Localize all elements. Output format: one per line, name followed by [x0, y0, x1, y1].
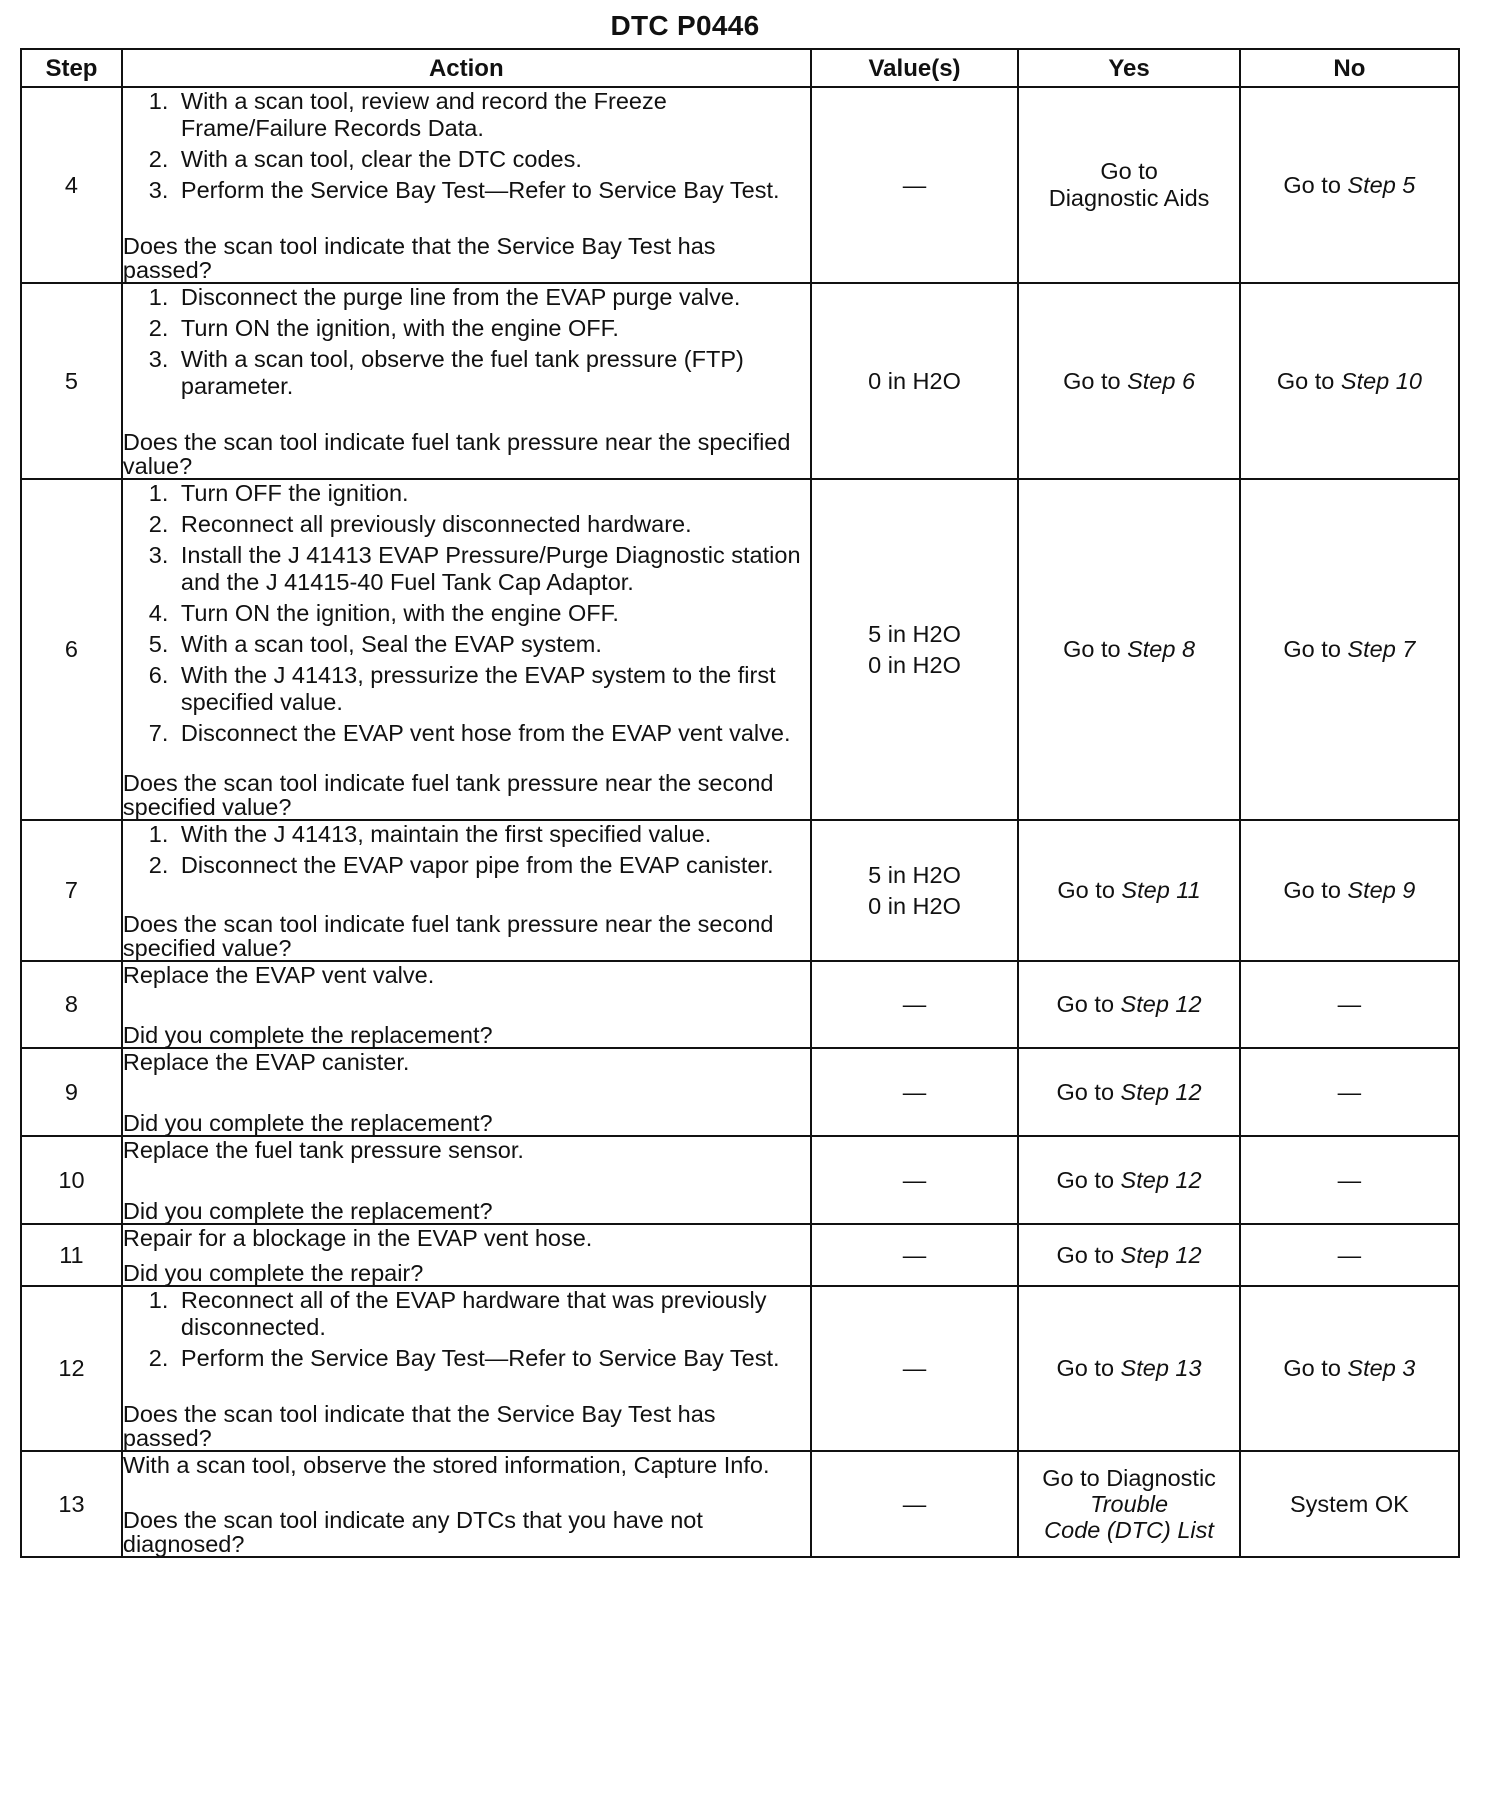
no-cell — [1240, 1286, 1459, 1451]
action-question: Does the scan tool indicate fuel tank pressure near the second specified value? — [122, 911, 774, 961]
no-cell — [1240, 820, 1459, 961]
table-row — [21, 1224, 1459, 1286]
no-text: — — [1337, 1078, 1362, 1105]
value-item: — — [902, 991, 927, 1017]
action-step: 4. Turn ON the ignition, with the engine OFF. — [175, 600, 810, 627]
page-title: DTC P0446 — [610, 10, 760, 41]
value-item: — — [902, 1166, 927, 1193]
action-content — [123, 480, 810, 819]
no-step-ref: Step 7 — [1347, 636, 1416, 662]
yes-cell — [1018, 1286, 1239, 1451]
step-number: 13 — [21, 1451, 122, 1557]
action-content — [123, 821, 810, 960]
table-row — [21, 1451, 1459, 1557]
action-step: 7. Disconnect the EVAP vent hose from the EVAP vent valve. — [175, 720, 810, 747]
step-number: 11 — [21, 1224, 122, 1286]
yes-step-ref: Step 6 — [1127, 367, 1196, 394]
step-number: 8 — [21, 961, 122, 1048]
action-content — [123, 284, 810, 478]
yes-cell — [1018, 87, 1239, 283]
header-yes: Yes — [1018, 49, 1239, 87]
values-cell — [811, 283, 1019, 479]
table-row — [21, 1048, 1459, 1136]
yes-step-ref: Step 12 — [1120, 991, 1202, 1017]
step-number: 12 — [21, 1286, 122, 1451]
no-step-ref: Step 5 — [1347, 171, 1416, 198]
action-question: Does the scan tool indicate fuel tank pressure near the second specified value? — [122, 770, 774, 820]
action-content — [123, 962, 810, 1047]
action-step: 3. Perform the Service Bay Test—Refer to Service Bay Test. — [175, 177, 810, 204]
action-step: 3. With a scan tool, observe the fuel tank pressure (FTP) parameter. — [175, 346, 810, 400]
action-steps — [123, 821, 810, 883]
no-cell — [1240, 1136, 1459, 1224]
action-step: 1. With the J 41413, maintain the first specified value. — [175, 821, 810, 848]
action-step: 3. Install the J 41413 EVAP Pressure/Purge Diagnostic station and the J 41415-40 Fuel Tank Cap Adaptor. — [175, 542, 810, 596]
action-steps — [123, 284, 810, 404]
yes-line: Code (DTC) List — [1044, 1517, 1214, 1543]
no-cell — [1240, 283, 1459, 479]
value-item: — — [902, 1241, 927, 1268]
no-text: System OK — [1289, 1490, 1409, 1517]
yes-prefix: Go to — [1063, 367, 1121, 394]
action-cell — [122, 283, 811, 479]
header-step: Step — [21, 49, 122, 87]
no-cell — [1240, 1048, 1459, 1136]
table-row — [21, 283, 1459, 479]
values-cell — [811, 1048, 1019, 1136]
yes-prefix: Go to — [1056, 991, 1115, 1017]
action-cell — [122, 961, 811, 1048]
step-number: 5 — [21, 283, 122, 479]
no-prefix: Go to — [1283, 877, 1341, 903]
values-cell — [811, 820, 1019, 961]
yes-prefix: Go to — [1056, 1166, 1115, 1193]
no-cell — [1240, 1224, 1459, 1286]
action-intro: Replace the EVAP vent valve. — [122, 962, 435, 988]
values-cell — [811, 1136, 1019, 1224]
action-steps — [123, 480, 810, 751]
yes-prefix: Go to — [1057, 877, 1115, 903]
value-item: 0 in H2O — [868, 892, 961, 919]
no-prefix: Go to — [1283, 1355, 1341, 1381]
action-question: Did you complete the repair? — [122, 1260, 424, 1286]
table-body — [21, 87, 1459, 1557]
action-question: Did you complete the replacement? — [122, 1198, 493, 1224]
yes-line: Diagnostic Aids — [1048, 185, 1210, 211]
no-text: — — [1337, 1166, 1362, 1193]
step-number: 6 — [21, 479, 122, 820]
header-values: Value(s) — [811, 49, 1019, 87]
yes-cell — [1018, 961, 1239, 1048]
no-prefix: Go to — [1276, 367, 1335, 394]
action-cell — [122, 1048, 811, 1136]
table-row — [21, 820, 1459, 961]
yes-step-ref: Step 12 — [1120, 1241, 1202, 1268]
action-cell — [122, 1224, 811, 1286]
action-question: Did you complete the replacement? — [122, 1022, 493, 1048]
yes-cell — [1018, 1136, 1239, 1224]
value-item: 0 in H2O — [868, 367, 961, 394]
action-content — [123, 1049, 810, 1135]
yes-prefix: Go to — [1056, 1241, 1115, 1268]
value-item: 0 in H2O — [868, 651, 961, 678]
action-cell — [122, 479, 811, 820]
action-content — [123, 1287, 810, 1450]
action-steps — [123, 88, 810, 208]
yes-step-ref: Step 12 — [1120, 1078, 1202, 1105]
action-question: Does the scan tool indicate that the Service Bay Test has passed? — [122, 1401, 716, 1451]
header-no: No — [1240, 49, 1459, 87]
step-number: 7 — [21, 820, 122, 961]
yes-cell — [1018, 479, 1239, 820]
action-content — [123, 1225, 810, 1285]
no-prefix: Go to — [1283, 171, 1341, 198]
no-cell — [1240, 87, 1459, 283]
table-row — [21, 479, 1459, 820]
no-cell — [1240, 961, 1459, 1048]
table-row — [21, 961, 1459, 1048]
action-step: 1. Reconnect all of the EVAP hardware that was previously disconnected. — [175, 1287, 810, 1341]
value-item: — — [902, 1490, 927, 1517]
action-content — [123, 88, 810, 282]
yes-step-ref: Step 12 — [1120, 1166, 1202, 1193]
action-cell — [122, 1451, 811, 1557]
action-step: 1. Disconnect the purge line from the EVAP purge valve. — [175, 284, 810, 311]
values-cell — [811, 1224, 1019, 1286]
action-cell — [122, 87, 811, 283]
table-row — [21, 87, 1459, 283]
no-cell — [1240, 1451, 1459, 1557]
value-item: — — [902, 1355, 927, 1381]
action-cell — [122, 1136, 811, 1224]
action-step: 2. Perform the Service Bay Test—Refer to Service Bay Test. — [175, 1345, 810, 1372]
action-steps — [123, 1287, 810, 1376]
dtc-table — [20, 48, 1460, 1558]
yes-prefix: Go to — [1063, 636, 1121, 662]
no-prefix: Go to — [1283, 636, 1341, 662]
value-item: — — [902, 1078, 927, 1105]
action-step: 6. With the J 41413, pressurize the EVAP system to the first specified value. — [175, 662, 810, 716]
action-question: Did you complete the replacement? — [122, 1110, 493, 1136]
yes-line: Trouble — [1090, 1491, 1169, 1517]
no-step-ref: Step 10 — [1340, 367, 1422, 394]
action-content — [123, 1452, 810, 1556]
yes-cell — [1018, 1451, 1239, 1557]
action-question: Does the scan tool indicate that the Service Bay Test has passed? — [122, 233, 716, 283]
step-number: 4 — [21, 87, 122, 283]
yes-cell — [1018, 820, 1239, 961]
action-step: 2. With a scan tool, clear the DTC codes. — [175, 146, 810, 173]
table-row — [21, 1286, 1459, 1451]
action-intro: Replace the fuel tank pressure sensor. — [122, 1137, 524, 1163]
action-intro: Replace the EVAP canister. — [122, 1049, 410, 1075]
yes-cell — [1018, 283, 1239, 479]
no-text: — — [1337, 991, 1362, 1017]
yes-line: Go to Diagnostic — [1042, 1465, 1216, 1491]
action-cell — [122, 820, 811, 961]
action-content — [123, 1137, 810, 1223]
header-action: Action — [122, 49, 811, 87]
no-cell — [1240, 479, 1459, 820]
action-step: 1. With a scan tool, review and record the Freeze Frame/Failure Records Data. — [175, 88, 810, 142]
action-step: 5. With a scan tool, Seal the EVAP system. — [175, 631, 810, 658]
value-item: — — [902, 171, 927, 198]
values-cell — [811, 1451, 1019, 1557]
action-intro: With a scan tool, observe the stored information, Capture Info. — [122, 1452, 770, 1478]
value-item: 5 in H2O — [868, 861, 961, 888]
no-step-ref: Step 9 — [1347, 877, 1416, 903]
yes-step-ref: Step 8 — [1127, 636, 1196, 662]
step-number: 10 — [21, 1136, 122, 1224]
values-cell — [811, 1286, 1019, 1451]
values-cell — [811, 87, 1019, 283]
yes-cell — [1018, 1224, 1239, 1286]
yes-step-ref: Step 11 — [1121, 877, 1201, 903]
table-row — [21, 1136, 1459, 1224]
header-row — [21, 49, 1459, 87]
action-intro: Repair for a blockage in the EVAP vent hose. — [122, 1225, 593, 1251]
values-cell — [811, 479, 1019, 820]
yes-prefix: Go to — [1056, 1355, 1115, 1381]
action-cell — [122, 1286, 811, 1451]
value-item: 5 in H2O — [868, 620, 961, 647]
step-number: 9 — [21, 1048, 122, 1136]
action-question: Does the scan tool indicate any DTCs that you have not diagnosed? — [122, 1507, 703, 1557]
yes-cell — [1018, 1048, 1239, 1136]
yes-line: Go to — [1100, 158, 1158, 184]
action-step: 2. Disconnect the EVAP vapor pipe from the EVAP canister. — [175, 852, 810, 879]
action-step: 1. Turn OFF the ignition. — [175, 480, 810, 507]
action-step: 2. Turn ON the ignition, with the engine OFF. — [175, 315, 810, 342]
yes-prefix: Go to — [1056, 1078, 1115, 1105]
yes-step-ref: Step 13 — [1120, 1355, 1202, 1381]
action-question: Does the scan tool indicate fuel tank pressure near the specified value? — [122, 429, 791, 479]
action-step: 2. Reconnect all previously disconnected hardware. — [175, 511, 810, 538]
values-cell — [811, 961, 1019, 1048]
no-text: — — [1337, 1241, 1362, 1268]
no-step-ref: Step 3 — [1347, 1355, 1416, 1381]
